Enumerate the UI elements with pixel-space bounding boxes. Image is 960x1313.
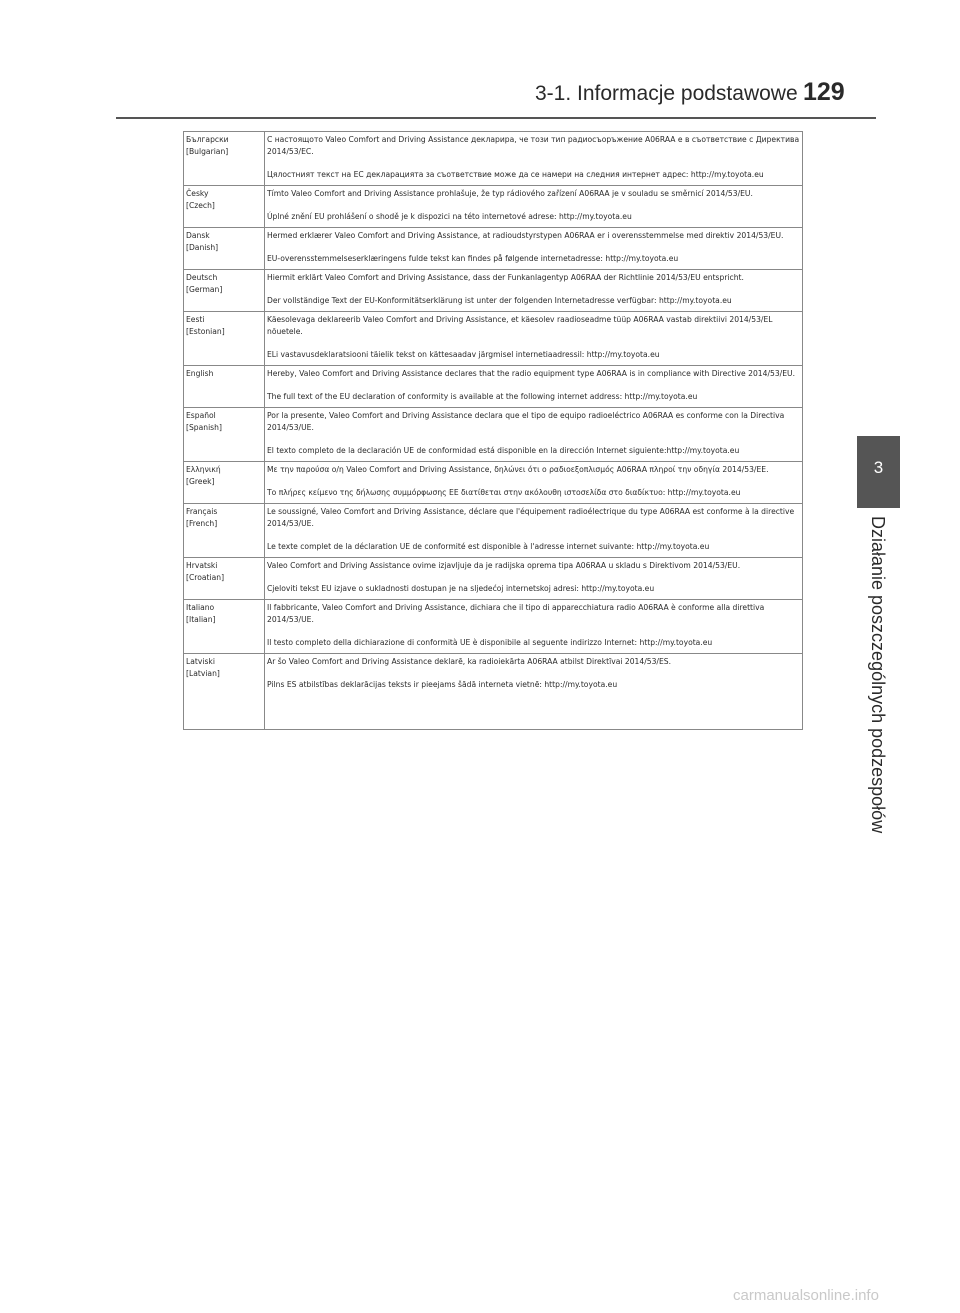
language-cell <box>184 408 265 462</box>
table-row <box>184 462 803 504</box>
declaration-paragraph: Le texte complet de la déclaration UE de conformité est disponible à l'adresse internet suivante: http://my.toyota.eu <box>267 542 710 551</box>
language-name: Hrvatski <box>186 561 218 570</box>
declaration-cell <box>265 228 803 270</box>
language-cell <box>184 504 265 558</box>
declaration-paragraph: Por la presente, Valeo Comfort and Driving Assistance declara que el tipo de equipo radioeléctrico A06RAA es conforme con la Directiva 2014/53/UE. <box>267 411 785 432</box>
declaration-cell <box>265 600 803 654</box>
language-name-english: [German] <box>186 285 223 294</box>
language-name: Deutsch <box>186 273 218 282</box>
declaration-cell <box>265 462 803 504</box>
page-number: 129 <box>803 78 845 106</box>
language-name: Français <box>186 507 218 516</box>
language-name-english: [French] <box>186 519 218 528</box>
declaration-paragraph: Valeo Comfort and Driving Assistance ovime izjavljuje da je radijska oprema tipa A06RAA u skladu s Direktivom 2014/53/EU. <box>267 561 741 570</box>
declaration-paragraph: Цялостният текст на ЕС декларацията за съответствие може да се намери на следния интернет адрес: http://my.toyota.eu <box>267 170 764 179</box>
language-cell <box>184 312 265 366</box>
table-row <box>184 270 803 312</box>
watermark: carmanualsonline.info <box>733 1287 879 1304</box>
table-row <box>184 312 803 366</box>
table-row <box>184 132 803 186</box>
language-name-english: [Italian] <box>186 615 216 624</box>
declaration-paragraph: Cjeloviti tekst EU izjave o sukladnosti dostupan je na sljedećoj internetskoj adresi: http://my.toyota.eu <box>267 584 655 593</box>
declaration-paragraph: Käesolevaga deklareerib Valeo Comfort and Driving Assistance, et käesolev raadioseadme tüüp A06RAA vastab direktiivi 2014/53/EL nõuetele. <box>267 315 773 336</box>
declaration-cell <box>265 132 803 186</box>
declaration-table <box>183 131 803 730</box>
declaration-cell <box>265 558 803 600</box>
chapter-label: Działanie poszczególnych podzespołów <box>868 516 888 834</box>
declaration-cell <box>265 408 803 462</box>
declaration-paragraph: Úplné znění EU prohlášení o shodě je k dispozici na této internetové adrese: http://my.toyota.eu <box>267 212 632 221</box>
declaration-paragraph: Hiermit erklärt Valeo Comfort and Driving Assistance, dass der Funkanlagentyp A06RAA der Richtlinie 2014/53/EU entspricht. <box>267 273 744 282</box>
language-cell <box>184 462 265 504</box>
declaration-paragraph: Der vollständige Text der EU-Konformitätserklärung ist unter der folgenden Internetadresse verfügbar: http://my.toyota.eu <box>267 296 732 305</box>
header-rule <box>116 117 876 119</box>
language-name-english: [Bulgarian] <box>186 147 229 156</box>
language-name: Български <box>186 135 229 144</box>
language-cell <box>184 270 265 312</box>
declaration-cell <box>265 504 803 558</box>
declaration-paragraph: Il testo completo della dichiarazione di conformità UE è disponibile al seguente indirizzo Internet: http://my.toyota.eu <box>267 638 713 647</box>
language-cell <box>184 186 265 228</box>
language-name-english: [Estonian] <box>186 327 225 336</box>
declaration-paragraph: Pilns ES atbilstības deklarācijas teksts ir pieejams šādā interneta vietnē: http://my.toyota.eu <box>267 680 618 689</box>
language-name: Español <box>186 411 216 420</box>
language-cell <box>184 132 265 186</box>
declaration-cell <box>265 186 803 228</box>
chapter-number: 3 <box>873 458 884 477</box>
language-name-english: [Latvian] <box>186 669 220 678</box>
declaration-cell <box>265 312 803 366</box>
language-cell <box>184 600 265 654</box>
language-name: Ελληνική <box>186 465 221 474</box>
table-row <box>184 558 803 600</box>
declaration-paragraph: Hermed erklærer Valeo Comfort and Driving Assistance, at radioudstyrstypen A06RAA er i overensstemmelse med direktiv 2014/53/EU. <box>267 231 784 240</box>
table-row <box>184 186 803 228</box>
language-name-english: [Czech] <box>186 201 215 210</box>
declaration-paragraph: Το πλήρες κείμενο της δήλωσης συμμόρφωσης ΕΕ διατίθεται στην ακόλουθη ιστοσελίδα στο διαδίκτυο: http://my.toyota.eu <box>267 488 741 497</box>
language-name-english: [Greek] <box>186 477 215 486</box>
language-cell <box>184 558 265 600</box>
declaration-paragraph: Tímto Valeo Comfort and Driving Assistance prohlašuje, že typ rádiového zařízení A06RAA je v souladu se směrnicí 2014/53/EU. <box>267 189 753 198</box>
declaration-paragraph: El texto completo de la declaración UE de conformidad está disponible en la dirección Internet siguiente:http://my.toyota.eu <box>267 446 740 455</box>
declaration-paragraph: Ar šo Valeo Comfort and Driving Assistance deklarē, ka radioiekārta A06RAA atbilst Direktīvai 2014/53/ES. <box>267 657 672 666</box>
language-name-english: [Danish] <box>186 243 219 252</box>
declaration-paragraph: EU-overensstemmelseserklæringens fulde tekst kan findes på følgende internetadresse: http://my.toyota.eu <box>267 254 679 263</box>
language-name-english: [Croatian] <box>186 573 225 582</box>
declaration-paragraph: С настоящото Valeo Comfort and Driving Assistance декларира, че този тип радиосъоръжение A06RAA е в съответствие с Директива 2014/53/ЕС. <box>267 135 800 156</box>
language-cell <box>184 228 265 270</box>
language-cell <box>184 654 265 730</box>
language-name: Česky <box>186 189 209 198</box>
declaration-paragraph: Le soussigné, Valeo Comfort and Driving Assistance, déclare que l'équipement radioélectrique du type A06RAA est conforme à la directive 2014/53/UE. <box>267 507 795 528</box>
declaration-paragraph: The full text of the EU declaration of conformity is available at the following internet address: http://my.toyota.eu <box>267 392 698 401</box>
declaration-paragraph: ELi vastavusdeklaratsiooni täielik tekst on kättesaadav järgmisel internetiaadressil: http://my.toyota.eu <box>267 350 660 359</box>
language-name: Dansk <box>186 231 210 240</box>
table-row <box>184 504 803 558</box>
language-name: Italiano <box>186 603 215 612</box>
table-row <box>184 408 803 462</box>
table-row <box>184 366 803 408</box>
declaration-paragraph: Il fabbricante, Valeo Comfort and Driving Assistance, dichiara che il tipo di apparecchiatura radio A06RAA è conforme alla direttiva 2014/53/UE. <box>267 603 765 624</box>
declaration-paragraph: Με την παρούσα ο/η Valeo Comfort and Driving Assistance, δηλώνει ότι ο ραδιοεξοπλισμός A06RAA πληροί την οδηγία 2014/53/ΕΕ. <box>267 465 769 474</box>
declaration-cell <box>265 366 803 408</box>
declaration-paragraph: Hereby, Valeo Comfort and Driving Assistance declares that the radio equipment type A06RAA is in compliance with Directive 2014/53/EU. <box>267 369 795 378</box>
table-row <box>184 654 803 730</box>
declaration-cell <box>265 270 803 312</box>
table-row <box>184 600 803 654</box>
section-title: 3-1. Informacje podstawowe <box>535 82 798 105</box>
language-name: Latviski <box>186 657 215 666</box>
language-name: English <box>186 369 214 378</box>
table-row <box>184 228 803 270</box>
language-name-english: [Spanish] <box>186 423 222 432</box>
chapter-tab <box>857 436 900 508</box>
declaration-cell <box>265 654 803 730</box>
language-name: Eesti <box>186 315 205 324</box>
language-cell <box>184 366 265 408</box>
